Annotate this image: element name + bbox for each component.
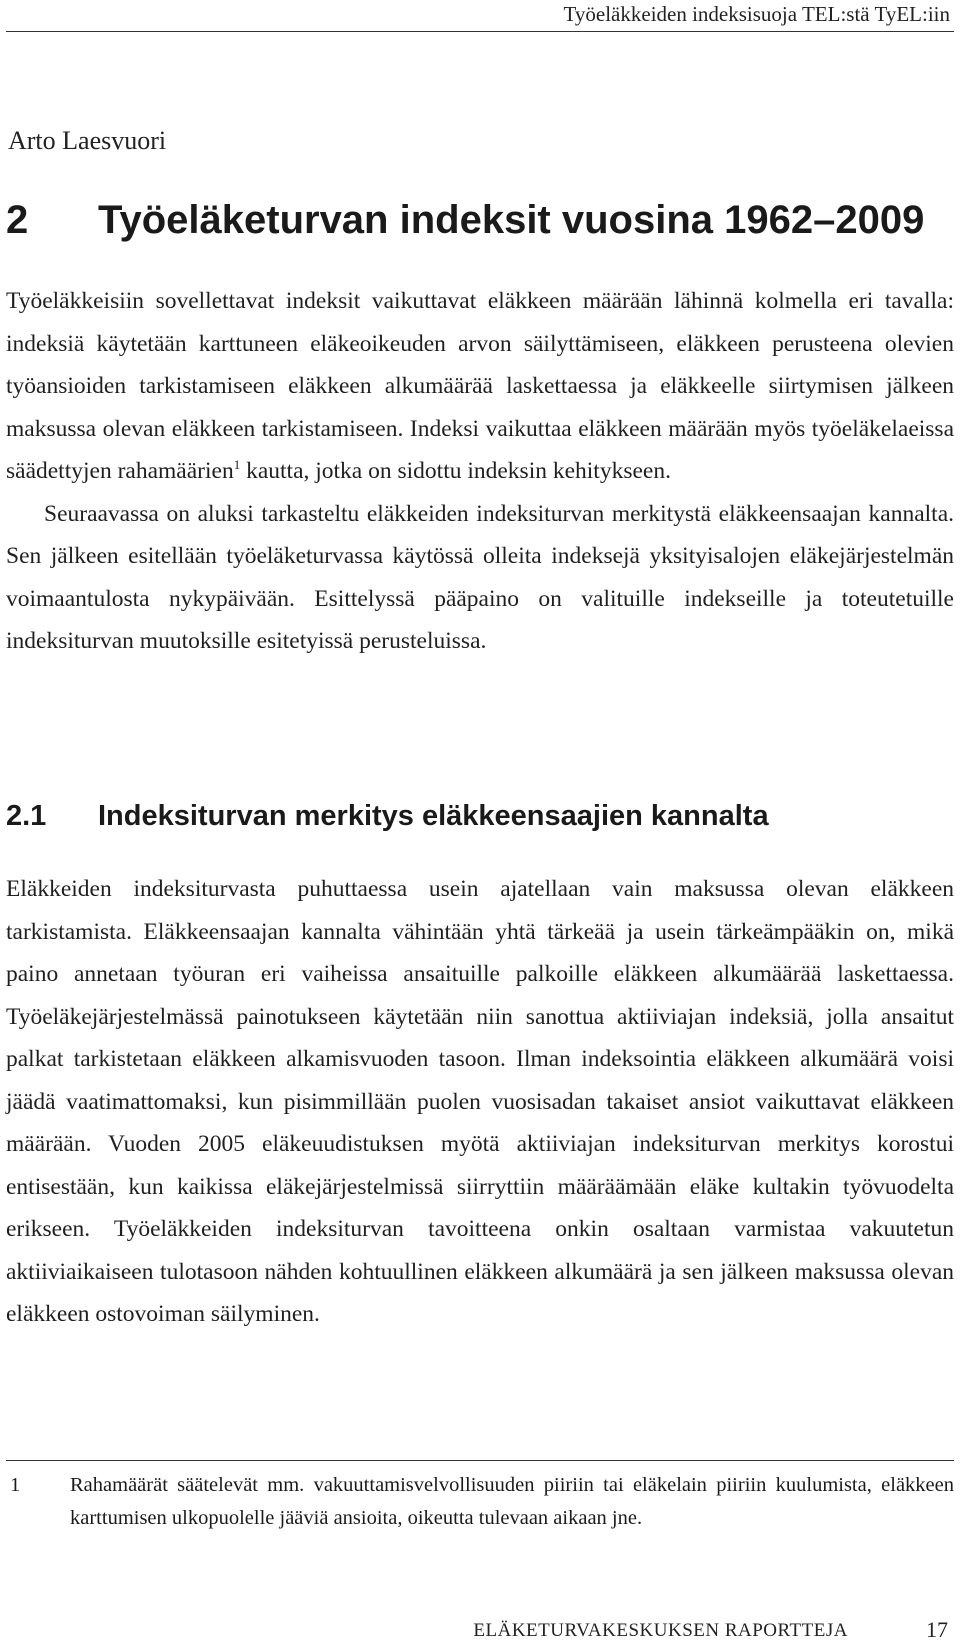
author-name: Arto Laesvuori: [8, 126, 167, 155]
publication-name: ELÄKETURVAKESKUKSEN RAPORTTEJA: [473, 1620, 848, 1641]
footnote-number: 1: [10, 1474, 21, 1496]
section-number: 2.1: [6, 800, 47, 832]
page-number: 17: [926, 1617, 948, 1642]
intro-text: [6, 280, 954, 663]
section-title: Indeksiturvan merkitys eläkkeensaajien kannalta: [98, 800, 769, 832]
chapter-number: 2: [6, 198, 29, 242]
intro-paragraph-1-text: Työeläkkeisiin sovellettavat indeksit vaikuttavat eläkkeen määrään lähinnä kolmella eri tavalla: indeksiä käytetään karttuneen eläkeoikeuden arvon säilyttämiseen, eläkkeen perusteena olevien työansioiden tarkistamiseen eläkkeen alkumäärää laskettaessa ja eläkkeelle siirtymisen jälkeen maksussa olevan eläkkeen tarkistamiseen. Indeksi vaikuttaa eläkkeen määrään myös työeläkelaeissa säädettyjen rahamäärien: [6, 288, 954, 484]
intro-paragraph-1-tail: kautta, jotka on sidottu indeksin kehitykseen.: [240, 458, 671, 484]
footnote-divider: [6, 1460, 954, 1461]
chapter-heading: [6, 198, 956, 243]
footnote-reference: 1: [233, 457, 241, 473]
section-text: [6, 868, 954, 1336]
footnote: [6, 1469, 954, 1535]
footnote-text: Rahamäärät säätelevät mm. vakuuttamisvelvollisuuden piiriin tai eläkelain piiriin kuulumista, eläkkeen karttumisen ulkopuolelle jääviä ansioita, oikeutta tulevaan aikaan jne.: [70, 1474, 954, 1529]
running-header: Työeläkkeiden indeksisuoja TEL:stä TyEL:iin: [563, 2, 950, 26]
section-paragraph-1: Eläkkeiden indeksiturvasta puhuttaessa usein ajatellaan vain maksussa olevan eläkkeen tarkistamista. Eläkkeensaajan kannalta vähintään yhtä tärkeää ja usein tärkeämpääkin on, mikä paino annetaan työuran eri vaiheissa ansaituille palkoille eläkkeen alkumäärää laskettaessa. Työeläkejärjestelmässä painotukseen käytetään niin sanottua aktiiviajan indeksiä, jolla ansaitut palkat tarkistetaan eläkkeen alkamisvuoden tasoon. Ilman indeksointia eläkkeen alkumäärä voisi jäädä vaatimattomaksi, kun pisimmillään puolen vuosisadan takaiset ansiot vaikuttavat eläkkeen määrään. Vuoden 2005 eläkeuudistuksen myötä aktiiviajan indeksiturvan merkitys korostui entisestään, kun kaikissa eläkejärjestelmissä siirryttiin määräämään eläke kultakin työvuodelta erikseen. Työeläkkeiden indeksiturvan tavoitteena onkin osaltaan varmistaa vakuutetun aktiiviaikaiseen tulotasoon nähden kohtuullinen eläkkeen alkumäärä ja sen jälkeen maksussa olevan eläkkeen ostovoiman säilyminen.: [6, 876, 954, 1327]
intro-paragraph-1: [6, 280, 954, 493]
intro-paragraph-2: Seuraavassa on aluksi tarkasteltu eläkkeiden indeksiturvan merkitystä eläkkeensaajan kannalta. Sen jälkeen esitellään työeläketurvassa käytössä olleita indeksejä yksityisalojen eläkejärjestelmän voimaantulosta nykypäivään. Esittelyssä pääpaino on valituille indekseille ja toteutetuille indeksiturvan muutoksille esitetyissä perusteluissa.: [6, 500, 954, 654]
header-divider: [6, 31, 954, 32]
section-heading: [6, 800, 769, 833]
chapter-title: Työeläketurvan indeksit vuosina 1962–2009: [98, 198, 925, 242]
